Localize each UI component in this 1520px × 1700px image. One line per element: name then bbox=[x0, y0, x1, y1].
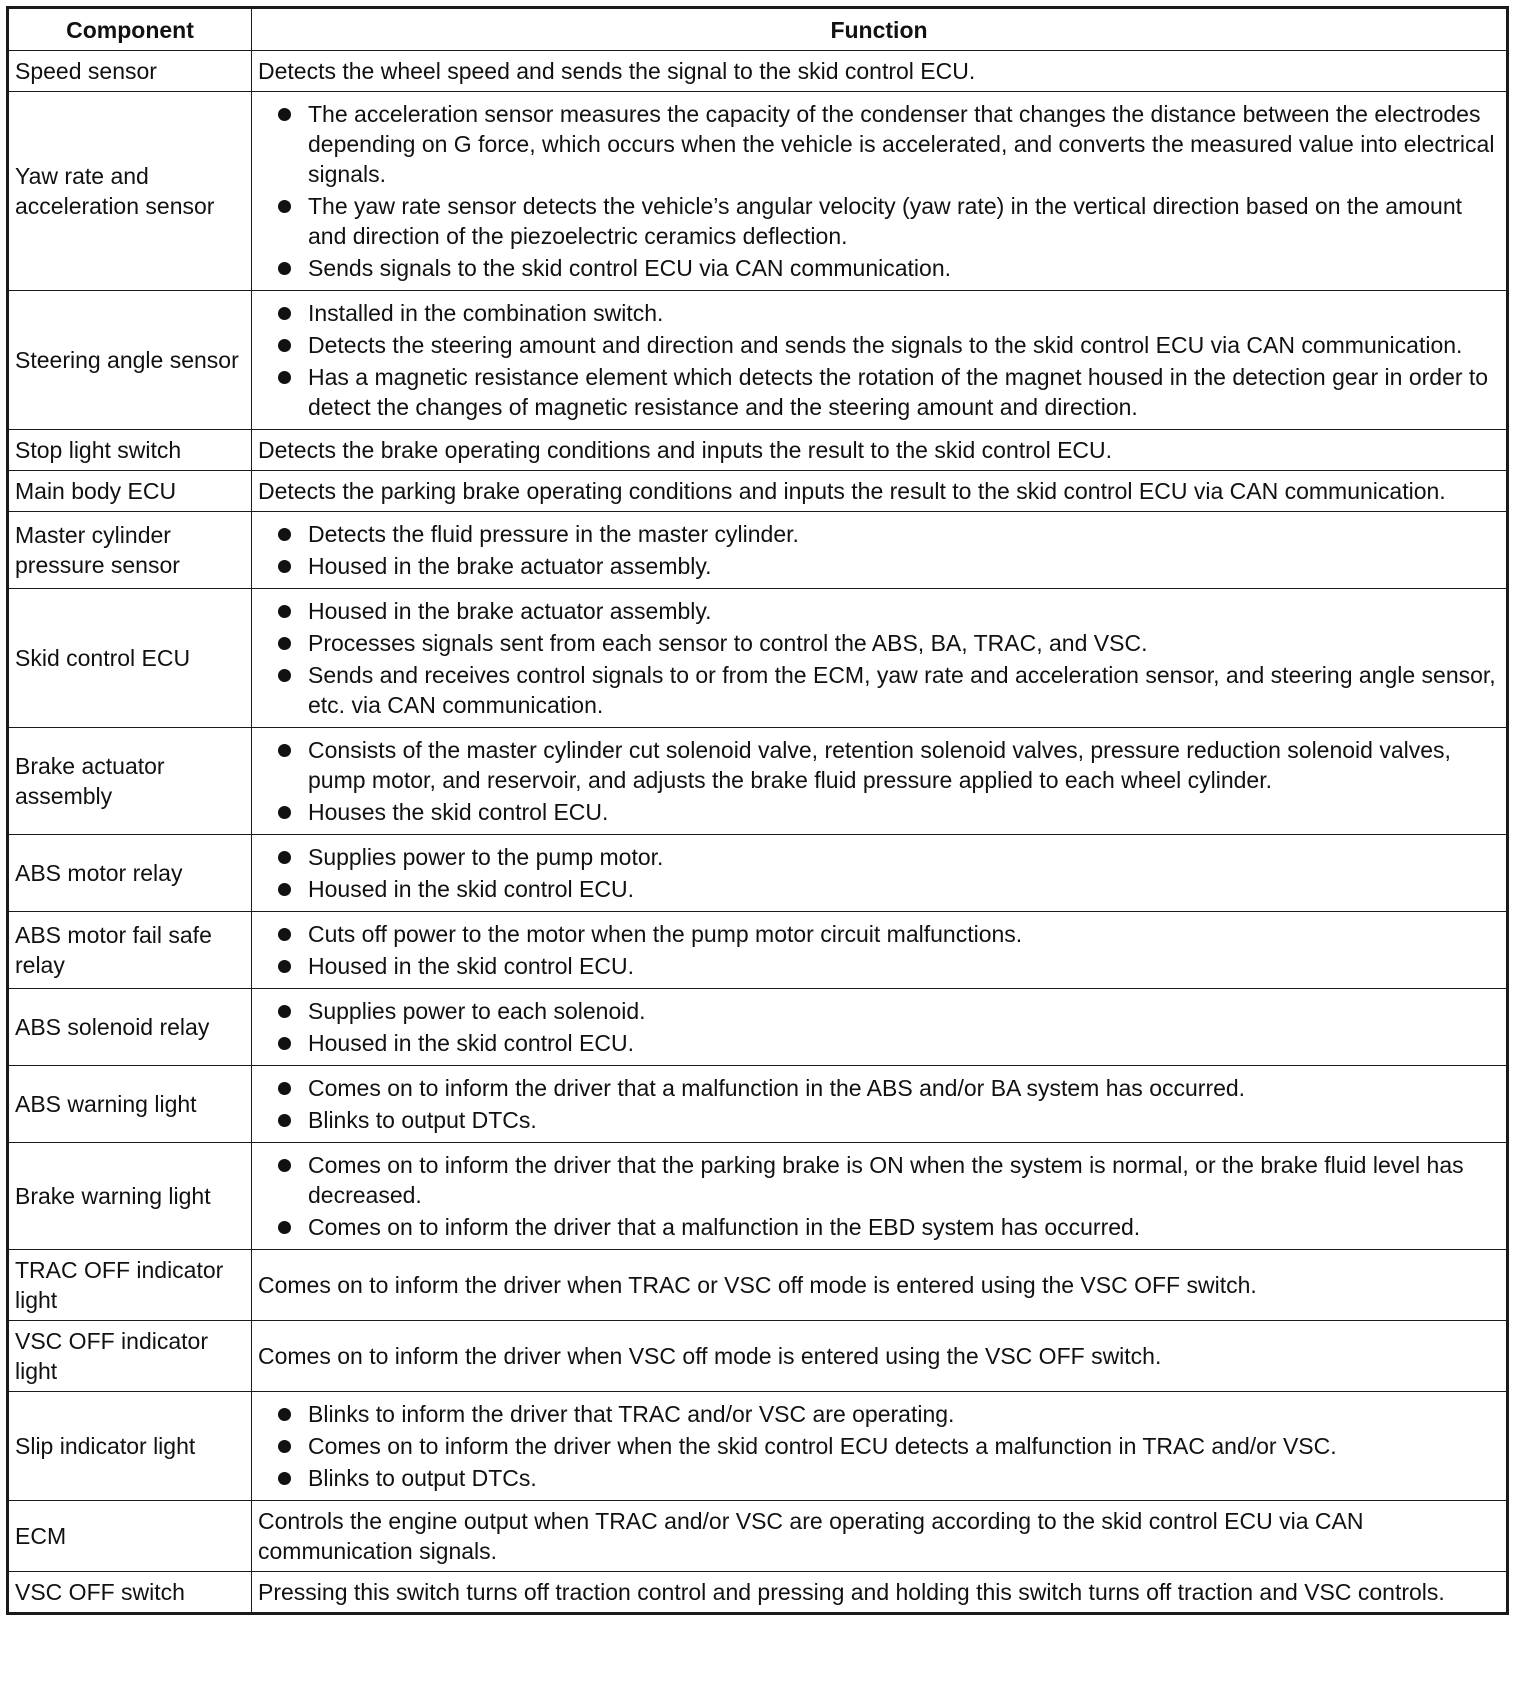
component-cell: ABS motor fail safe relay bbox=[8, 912, 252, 989]
function-bullet-list bbox=[258, 919, 1500, 981]
table-row bbox=[8, 471, 1508, 512]
component-cell: VSC OFF indicator light bbox=[8, 1321, 252, 1392]
function-cell bbox=[252, 912, 1508, 989]
function-cell bbox=[252, 512, 1508, 589]
function-bullet-item: Housed in the skid control ECU. bbox=[258, 1028, 1500, 1058]
function-bullet-item: Housed in the brake actuator assembly. bbox=[258, 596, 1500, 626]
component-cell: Brake warning light bbox=[8, 1143, 252, 1250]
function-bullet-item: Comes on to inform the driver that a malfunction in the EBD system has occurred. bbox=[258, 1212, 1500, 1242]
function-bullet-list bbox=[258, 519, 1500, 581]
table-row bbox=[8, 430, 1508, 471]
function-bullet-item: Comes on to inform the driver when the skid control ECU detects a malfunction in TRAC and/or VSC. bbox=[258, 1431, 1500, 1461]
component-cell: Brake actuator assembly bbox=[8, 728, 252, 835]
table-row bbox=[8, 989, 1508, 1066]
function-cell: Detects the brake operating conditions and inputs the result to the skid control ECU. bbox=[252, 430, 1508, 471]
function-bullet-item: The acceleration sensor measures the capacity of the condenser that changes the distance between the electrodes depending on G force, which occurs when the vehicle is accelerated, and converts the measured value into electrical signals. bbox=[258, 99, 1500, 189]
table-row bbox=[8, 1572, 1508, 1614]
function-cell: Detects the wheel speed and sends the signal to the skid control ECU. bbox=[252, 51, 1508, 92]
function-bullet-item: Cuts off power to the motor when the pump motor circuit malfunctions. bbox=[258, 919, 1500, 949]
function-bullet-list bbox=[258, 298, 1500, 422]
function-bullet-item: Comes on to inform the driver that a malfunction in the ABS and/or BA system has occurred. bbox=[258, 1073, 1500, 1103]
function-cell: Comes on to inform the driver when VSC off mode is entered using the VSC OFF switch. bbox=[252, 1321, 1508, 1392]
function-cell bbox=[252, 989, 1508, 1066]
function-cell bbox=[252, 589, 1508, 728]
component-cell: VSC OFF switch bbox=[8, 1572, 252, 1614]
function-bullet-list bbox=[258, 1073, 1500, 1135]
component-cell: TRAC OFF indicator light bbox=[8, 1250, 252, 1321]
function-bullet-list bbox=[258, 1150, 1500, 1242]
function-cell bbox=[252, 728, 1508, 835]
component-cell: Skid control ECU bbox=[8, 589, 252, 728]
function-bullet-list bbox=[258, 842, 1500, 904]
function-bullet-item: Supplies power to each solenoid. bbox=[258, 996, 1500, 1026]
table-row bbox=[8, 1392, 1508, 1501]
table-row bbox=[8, 1501, 1508, 1572]
function-bullet-item: Housed in the skid control ECU. bbox=[258, 951, 1500, 981]
table-row bbox=[8, 728, 1508, 835]
function-cell bbox=[252, 291, 1508, 430]
function-bullet-item: Consists of the master cylinder cut solenoid valve, retention solenoid valves, pressure reduction solenoid valves, pump motor, and reservoir, and adjusts the brake fluid pressure applied to each wheel cylinder. bbox=[258, 735, 1500, 795]
component-cell: Slip indicator light bbox=[8, 1392, 252, 1501]
function-cell: Comes on to inform the driver when TRAC or VSC off mode is entered using the VSC OFF switch. bbox=[252, 1250, 1508, 1321]
function-bullet-item: Housed in the brake actuator assembly. bbox=[258, 551, 1500, 581]
table-row bbox=[8, 92, 1508, 291]
component-function-table bbox=[6, 6, 1509, 1615]
function-bullet-item: Detects the fluid pressure in the master cylinder. bbox=[258, 519, 1500, 549]
component-cell: Stop light switch bbox=[8, 430, 252, 471]
function-bullet-item: The yaw rate sensor detects the vehicle’s angular velocity (yaw rate) in the vertical direction based on the amount and direction of the piezoelectric ceramics deflection. bbox=[258, 191, 1500, 251]
table-body bbox=[8, 51, 1508, 1614]
component-cell: ECM bbox=[8, 1501, 252, 1572]
function-bullet-item: Blinks to output DTCs. bbox=[258, 1105, 1500, 1135]
component-cell: Steering angle sensor bbox=[8, 291, 252, 430]
table-row bbox=[8, 912, 1508, 989]
function-bullet-item: Installed in the combination switch. bbox=[258, 298, 1500, 328]
function-cell bbox=[252, 1143, 1508, 1250]
function-cell bbox=[252, 92, 1508, 291]
function-cell bbox=[252, 1066, 1508, 1143]
function-cell: Pressing this switch turns off traction control and pressing and holding this switch turns off traction and VSC controls. bbox=[252, 1572, 1508, 1614]
function-bullet-list bbox=[258, 99, 1500, 283]
function-cell: Controls the engine output when TRAC and/or VSC are operating according to the skid control ECU via CAN communication signals. bbox=[252, 1501, 1508, 1572]
table-row bbox=[8, 1143, 1508, 1250]
table-row bbox=[8, 835, 1508, 912]
column-header-function: Function bbox=[252, 8, 1508, 51]
header-row bbox=[8, 8, 1508, 51]
function-cell bbox=[252, 1392, 1508, 1501]
component-cell: ABS warning light bbox=[8, 1066, 252, 1143]
function-bullet-list bbox=[258, 1399, 1500, 1493]
table-row bbox=[8, 1321, 1508, 1392]
component-cell: Speed sensor bbox=[8, 51, 252, 92]
table-row bbox=[8, 1250, 1508, 1321]
function-bullet-item: Comes on to inform the driver that the parking brake is ON when the system is normal, or the brake fluid level has decreased. bbox=[258, 1150, 1500, 1210]
function-bullet-item: Supplies power to the pump motor. bbox=[258, 842, 1500, 872]
function-bullet-list bbox=[258, 735, 1500, 827]
function-bullet-item: Sends and receives control signals to or from the ECM, yaw rate and acceleration sensor, and steering angle sensor, etc. via CAN communication. bbox=[258, 660, 1500, 720]
function-bullet-item: Blinks to output DTCs. bbox=[258, 1463, 1500, 1493]
table-row bbox=[8, 291, 1508, 430]
function-bullet-list bbox=[258, 996, 1500, 1058]
function-bullet-list bbox=[258, 596, 1500, 720]
function-cell: Detects the parking brake operating conditions and inputs the result to the skid control ECU via CAN communication. bbox=[252, 471, 1508, 512]
function-bullet-item: Has a magnetic resistance element which detects the rotation of the magnet housed in the detection gear in order to detect the changes of magnetic resistance and the steering amount and direction. bbox=[258, 362, 1500, 422]
component-cell: Master cylinder pressure sensor bbox=[8, 512, 252, 589]
table-row bbox=[8, 51, 1508, 92]
component-cell: Yaw rate and acceleration sensor bbox=[8, 92, 252, 291]
function-bullet-item: Houses the skid control ECU. bbox=[258, 797, 1500, 827]
component-cell: ABS solenoid relay bbox=[8, 989, 252, 1066]
table-row bbox=[8, 589, 1508, 728]
table-row bbox=[8, 1066, 1508, 1143]
function-bullet-item: Detects the steering amount and direction and sends the signals to the skid control ECU via CAN communication. bbox=[258, 330, 1500, 360]
component-cell: Main body ECU bbox=[8, 471, 252, 512]
function-bullet-item: Housed in the skid control ECU. bbox=[258, 874, 1500, 904]
function-cell bbox=[252, 835, 1508, 912]
function-bullet-item: Processes signals sent from each sensor to control the ABS, BA, TRAC, and VSC. bbox=[258, 628, 1500, 658]
function-bullet-item: Blinks to inform the driver that TRAC and/or VSC are operating. bbox=[258, 1399, 1500, 1429]
table-row bbox=[8, 512, 1508, 589]
column-header-component: Component bbox=[8, 8, 252, 51]
component-cell: ABS motor relay bbox=[8, 835, 252, 912]
function-bullet-item: Sends signals to the skid control ECU via CAN communication. bbox=[258, 253, 1500, 283]
